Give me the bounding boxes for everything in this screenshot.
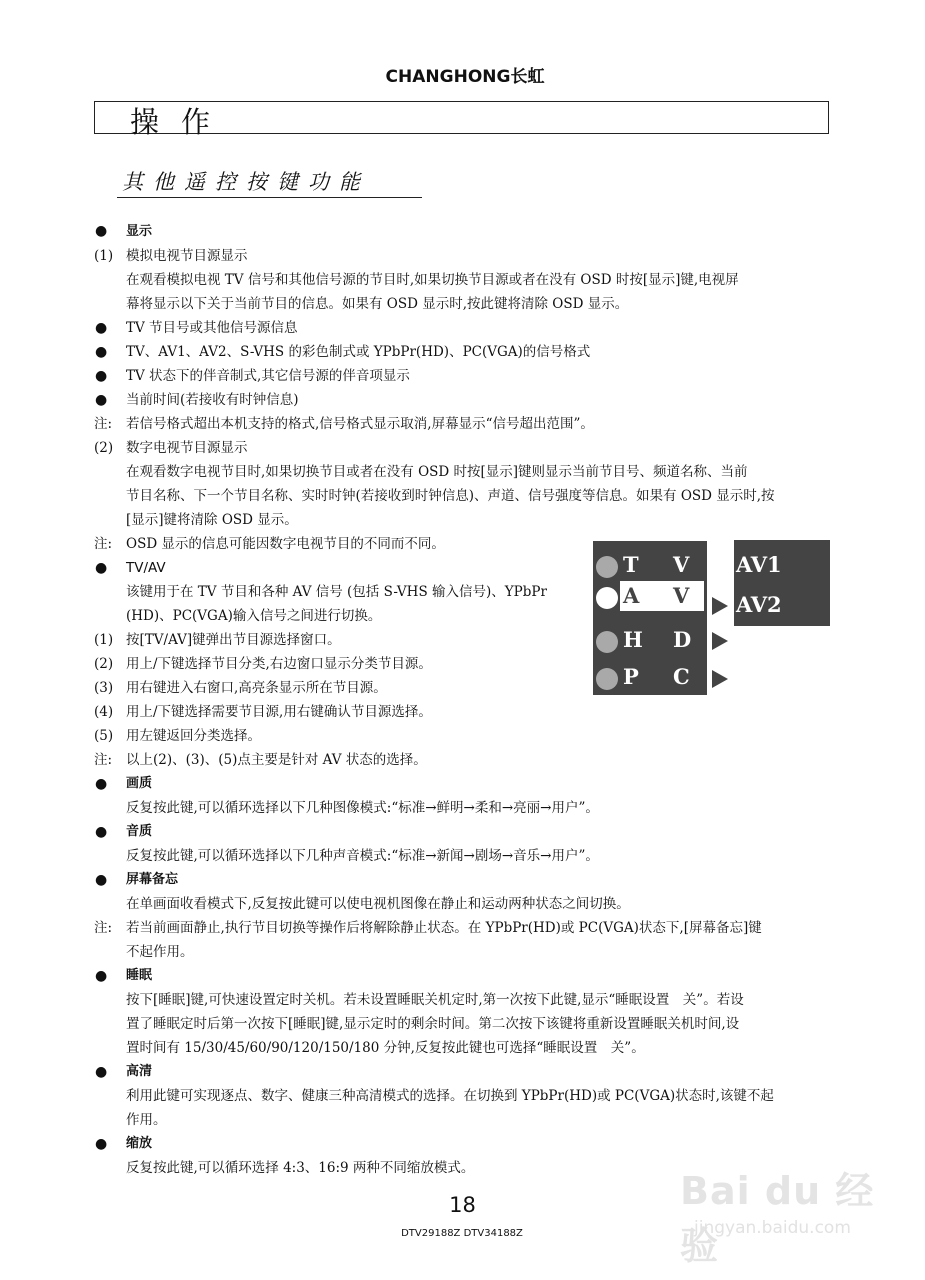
bullet-icon: ● — [95, 872, 108, 888]
watermark-logo: Bai du 经验 — [680, 1169, 875, 1268]
paragraph-line: 利用此键可实现逐点、数字、健康三种高清模式的选择。在切换到 YPbPr(HD)或 PC(VGA)状态时,该键不起 — [126, 1088, 774, 1104]
watermark — [660, 1140, 910, 1268]
list-item: 当前时间(若接收有时钟信息) — [126, 392, 299, 408]
paragraph-line: 该键用于在 TV 节目和各种 AV 信号 (包括 S-VHS 输入信号)、YPbPr — [126, 584, 547, 600]
bullet-icon: ● — [95, 968, 108, 984]
arrow-right-icon — [712, 670, 728, 688]
note-label: 注: — [94, 536, 113, 552]
paragraph-line: 节目名称、下一个节目名称、实时时钟(若接收到时钟信息)、声道、信号强度等信息。如果有 OSD 显示时,按 — [126, 488, 775, 504]
menu-letter: P — [623, 664, 639, 689]
item-number: (2) — [94, 656, 114, 672]
menu-letter: D — [673, 627, 692, 652]
arrow-right-icon — [712, 632, 728, 650]
note-text: 若当前画面静止,执行节目切换等操作后将解除静止状态。在 YPbPr(HD)或 PC(VGA)状态下,[屏幕备忘]键 — [126, 920, 762, 936]
paragraph-line: (HD)、PC(VGA)输入信号之间进行切换。 — [126, 608, 382, 624]
menu-letter: A — [623, 583, 640, 608]
brand-logo: CHANGHONG长虹 — [385, 67, 545, 87]
menu-letter: C — [673, 664, 690, 689]
section-title: 操作 — [130, 105, 233, 139]
bullet-icon: ● — [95, 776, 108, 792]
item-number: (2) — [94, 440, 114, 456]
bullet-heading: 屏幕备忘 — [126, 872, 179, 887]
subtitle: 其他遥控按键功能 — [122, 170, 370, 194]
menu-letter: V — [673, 552, 690, 577]
menu-right-item: AV2 — [736, 592, 782, 617]
circle-icon — [596, 556, 618, 578]
bullet-icon: ● — [95, 824, 108, 840]
menu-row-av — [593, 581, 707, 611]
bullet-heading: 画质 — [126, 776, 153, 791]
menu-right-item: AV1 — [736, 552, 782, 577]
step-text: 用左键返回分类选择。 — [126, 728, 261, 744]
paragraph-line: 反复按此键,可以循环选择 4:3、16:9 两种不同缩放模式。 — [126, 1160, 475, 1176]
bullet-heading: 缩放 — [126, 1136, 153, 1151]
menu-row-tv — [593, 550, 707, 580]
bullet-icon: ● — [95, 223, 108, 239]
subheading: 数字电视节目源显示 — [126, 440, 248, 456]
paragraph-line: 在观看数字电视节目时,如果切换节目或者在没有 OSD 时按[显示]键则显示当前节目号、频道名称、当前 — [126, 464, 748, 480]
bullet-icon: ● — [95, 320, 108, 336]
note-text: OSD 显示的信息可能因数字电视节目的不同而不同。 — [126, 536, 445, 552]
list-item: TV、AV1、AV2、S-VHS 的彩色制式或 YPbPr(HD)、PC(VGA)的信号格式 — [126, 344, 591, 360]
bullet-heading: 音质 — [126, 824, 153, 839]
source-menu-left — [593, 541, 707, 695]
note-text: 不起作用。 — [126, 944, 194, 960]
step-text: 按[TV/AV]键弹出节目源选择窗口。 — [126, 632, 341, 648]
menu-row-pc — [593, 662, 707, 692]
bullet-icon: ● — [95, 344, 108, 360]
item-number: (4) — [94, 704, 114, 720]
list-item: TV 状态下的伴音制式,其它信号源的伴音项显示 — [126, 368, 410, 384]
bullet-heading: 睡眠 — [126, 968, 153, 983]
subtitle-underline — [117, 197, 422, 198]
item-number: (5) — [94, 728, 114, 744]
source-menu-right — [734, 540, 830, 626]
paragraph-line: 置了睡眠定时后第一次按下[睡眠]键,显示定时的剩余时间。第二次按下该键将重新设置睡眠关机时间,设 — [126, 1016, 740, 1032]
bullet-icon: ● — [95, 1064, 108, 1080]
step-text: 用右键进入右窗口,高亮条显示所在节目源。 — [126, 680, 387, 696]
page-number: 18 — [449, 1193, 476, 1217]
circle-icon — [596, 631, 618, 653]
note-text: 若信号格式超出本机支持的格式,信号格式显示取消,屏幕显示“信号超出范围”。 — [126, 416, 594, 432]
arrow-right-icon — [712, 597, 728, 615]
menu-letter: H — [623, 627, 643, 652]
paragraph-line: 在观看模拟电视 TV 信号和其他信号源的节目时,如果切换节目源或者在没有 OSD 时按[显示]键,电视屏 — [126, 272, 739, 288]
list-item: TV 节目号或其他信号源信息 — [126, 320, 298, 336]
bullet-heading: TV/AV — [126, 560, 166, 576]
note-label: 注: — [94, 416, 113, 432]
bullet-icon: ● — [95, 1136, 108, 1152]
paragraph-line: 在单画面收看模式下,反复按此键可以使电视机图像在静止和运动两种状态之间切换。 — [126, 896, 630, 912]
bullet-icon: ● — [95, 560, 108, 576]
circle-icon — [596, 587, 618, 609]
paragraph-line: 幕将显示以下关于当前节目的信息。如果有 OSD 显示时,按此键将清除 OSD 显示。 — [126, 296, 629, 312]
note-text: 以上(2)、(3)、(5)点主要是针对 AV 状态的选择。 — [126, 752, 427, 768]
step-text: 用上/下键选择需要节目源,用右键确认节目源选择。 — [126, 704, 432, 720]
subheading: 模拟电视节目源显示 — [126, 248, 248, 264]
paragraph-line: 反复按此键,可以循环选择以下几种图像模式:“标准→鲜明→柔和→亮丽→用户”。 — [126, 800, 599, 816]
paragraph-line: 置时间有 15/30/45/60/90/120/150/180 分钟,反复按此键也可选择“睡眠设置 关”。 — [126, 1040, 645, 1056]
step-text: 用上/下键选择节目分类,右边窗口显示分类节目源。 — [126, 656, 432, 672]
bullet-heading: 显示 — [126, 224, 153, 239]
item-number: (1) — [94, 248, 114, 264]
paragraph-line: 按下[睡眠]键,可快速设置定时关机。若未设置睡眠关机定时,第一次按下此键,显示“睡眠设置 关”。若设 — [126, 992, 744, 1008]
bullet-heading: 高清 — [126, 1064, 153, 1079]
note-label: 注: — [94, 920, 113, 936]
bullet-icon: ● — [95, 368, 108, 384]
circle-icon — [596, 668, 618, 690]
menu-letter: V — [673, 583, 690, 608]
item-number: (1) — [94, 632, 114, 648]
paragraph-line: 作用。 — [126, 1112, 167, 1128]
model-number: DTV29188Z DTV34188Z — [401, 1228, 523, 1239]
item-number: (3) — [94, 680, 114, 696]
paragraph-line: [显示]键将清除 OSD 显示。 — [126, 512, 298, 528]
bullet-icon: ● — [95, 392, 108, 408]
menu-letter: T — [623, 552, 639, 577]
note-label: 注: — [94, 752, 113, 768]
watermark-url: jingyan.baidu.com — [694, 1218, 851, 1238]
paragraph-line: 反复按此键,可以循环选择以下几种声音模式:“标准→新闻→剧场→音乐→用户”。 — [126, 848, 599, 864]
menu-row-hd — [593, 625, 707, 655]
